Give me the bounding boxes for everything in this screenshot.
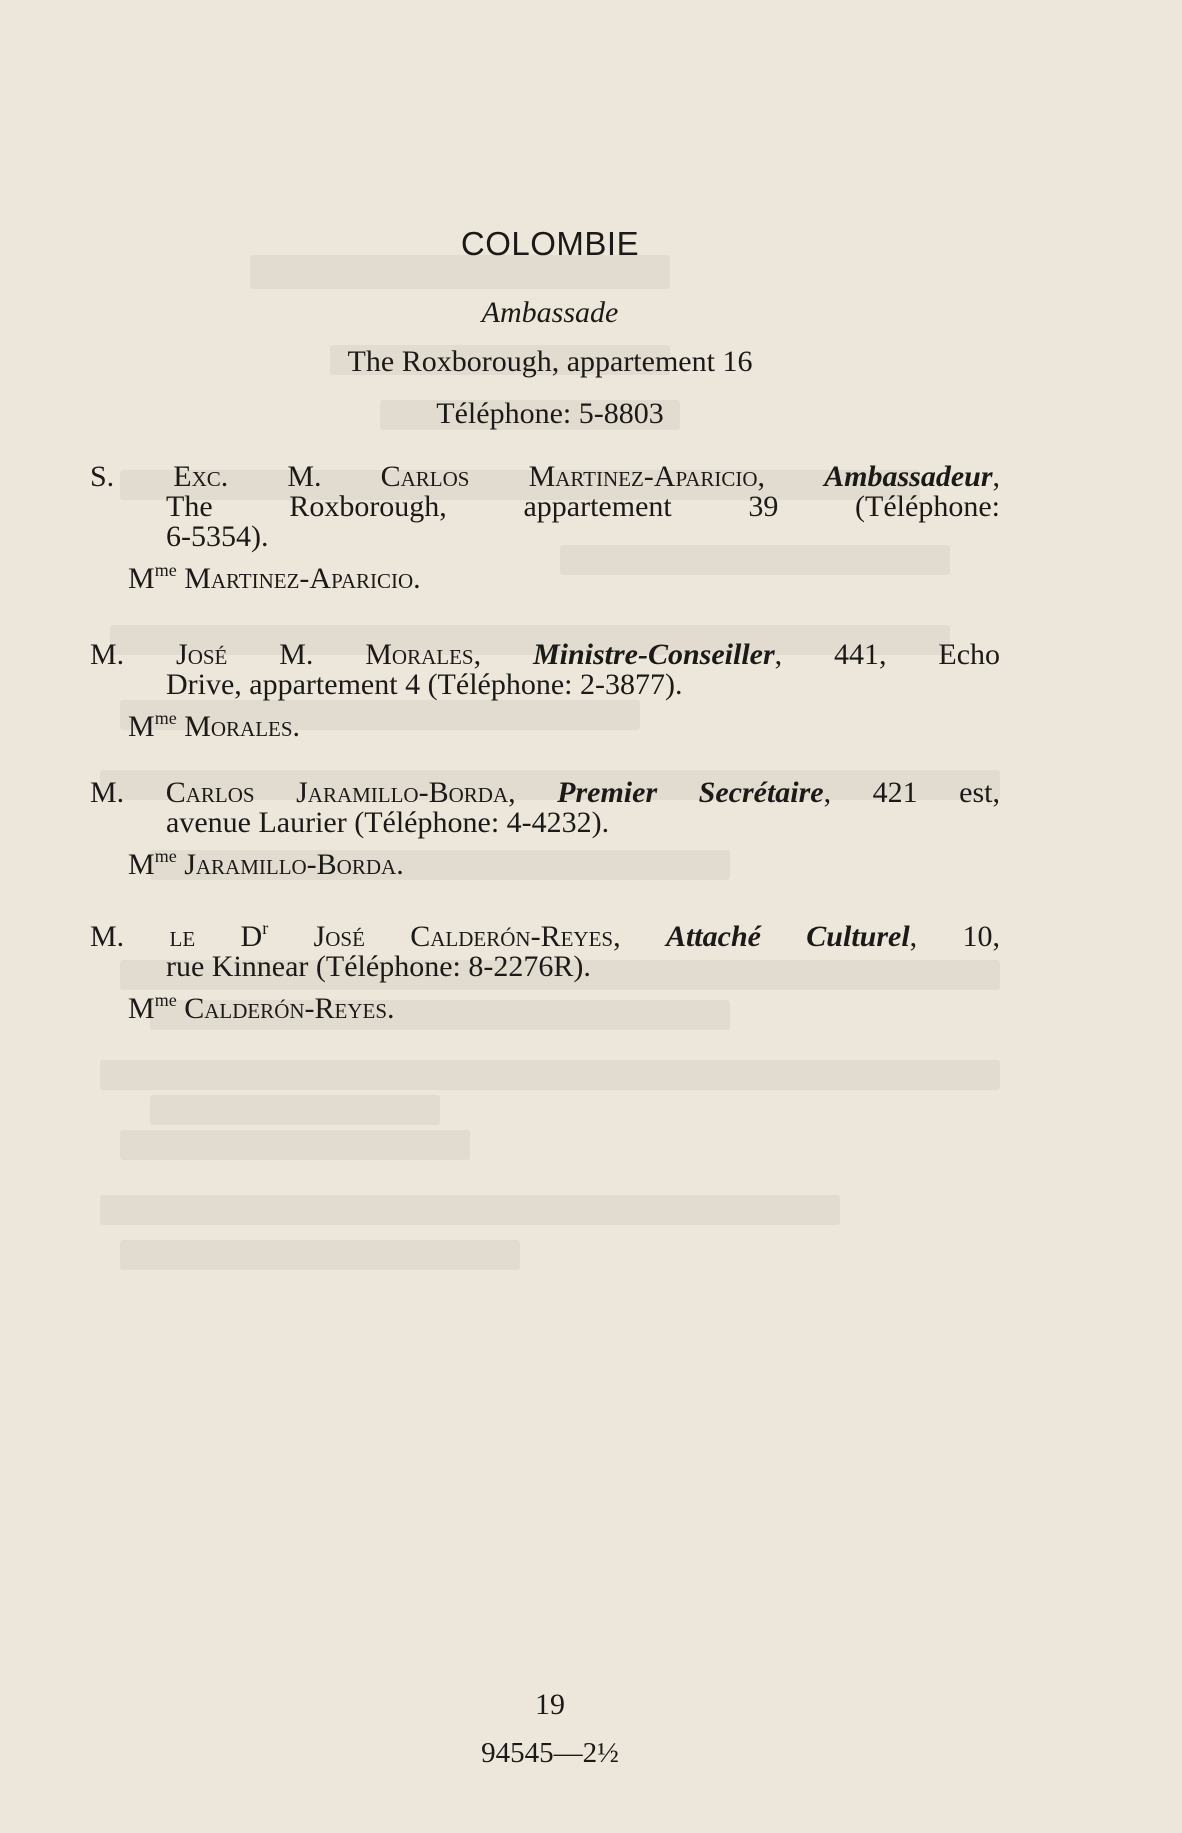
entry-line — [90, 952, 1000, 982]
entry-detail: The Roxborough, appartement 39 (Téléphone: — [166, 490, 1000, 523]
entry-prefix: S. Exc. M. — [90, 460, 381, 493]
entry-line: M. José M. Morales, Ministre-Conseiller, 441, Echo — [90, 638, 1001, 671]
diplomat-name: José Calderón-Reyes — [268, 920, 614, 953]
embassy-telephone: Téléphone: 5-8803 — [436, 397, 664, 430]
spouse-line: $M^{me}$ Jaramillo-Borda. — [128, 846, 404, 881]
embassy-address: The Roxborough, appartement 16 — [347, 345, 753, 378]
entry-line: M. le $D^r$ José Calderón-Reyes, Attaché Culturel, 10, — [90, 918, 1001, 953]
page-number: 19 — [535, 1688, 565, 1721]
diplomat-entry — [90, 462, 1000, 594]
entry-line — [90, 522, 1000, 552]
entry-detail: 421 est, — [872, 776, 1001, 809]
diplomat-title: Premier Secrétaire — [557, 776, 824, 809]
diplomat-name: Carlos Martinez-Aparicio — [380, 460, 758, 493]
diplomat-entry — [90, 918, 1001, 1025]
print-code: 94545—2½ — [481, 1737, 619, 1769]
entry-prefix: M. — [90, 638, 177, 671]
entry-detail: rue Kinnear (Téléphone: 8-2276R). — [166, 950, 591, 983]
entry-detail: avenue Laurier (Téléphone: 4-4232). — [166, 806, 610, 839]
entry-line — [90, 492, 1000, 522]
entry-detail: Drive, appartement 4 (Téléphone: 2-3877). — [166, 668, 683, 701]
diplomat-name: José M. Morales — [176, 638, 474, 671]
entry-line — [90, 670, 1000, 700]
diplomat-title: Attaché Culturel — [665, 920, 910, 953]
country-heading: COLOMBIE — [460, 225, 640, 262]
diplomat-entry — [90, 778, 1000, 880]
entry-line: M. Carlos Jaramillo-Borda, Premier Secrétaire, 421 est, — [90, 776, 1001, 809]
spouse-line: $M^{me}$ Morales. — [128, 708, 301, 743]
entry-prefix: M. le D — [90, 920, 263, 953]
entry-detail: 10, — [962, 920, 1001, 953]
diplomat-title: Ministre-Conseiller — [532, 638, 775, 671]
entry-detail: 6-5354). — [166, 520, 269, 553]
mission-type: Ambassade — [481, 296, 619, 329]
spouse-name: Jaramillo-Borda. — [184, 848, 404, 881]
entry-detail: 441, Echo — [834, 638, 1001, 671]
spouse-line: $M^{me}$ Martinez-Aparicio. — [128, 560, 421, 595]
diplomat-title: Ambassadeur — [824, 460, 993, 493]
diplomat-entry — [90, 640, 1000, 742]
spouse-line: $M^{me}$ Calderón-Reyes. — [128, 990, 395, 1025]
entry-line: S. Exc. M. Carlos Martinez-Aparicio, Ambassadeur, — [90, 460, 1001, 493]
diplomat-name: Carlos Jaramillo-Borda — [165, 776, 509, 809]
entry-line — [90, 808, 1000, 838]
spouse-name: Calderón-Reyes. — [184, 992, 395, 1025]
spouse-name: Morales. — [184, 710, 301, 743]
entry-prefix: M. — [90, 776, 166, 809]
spouse-name: Martinez-Aparicio. — [184, 562, 421, 595]
